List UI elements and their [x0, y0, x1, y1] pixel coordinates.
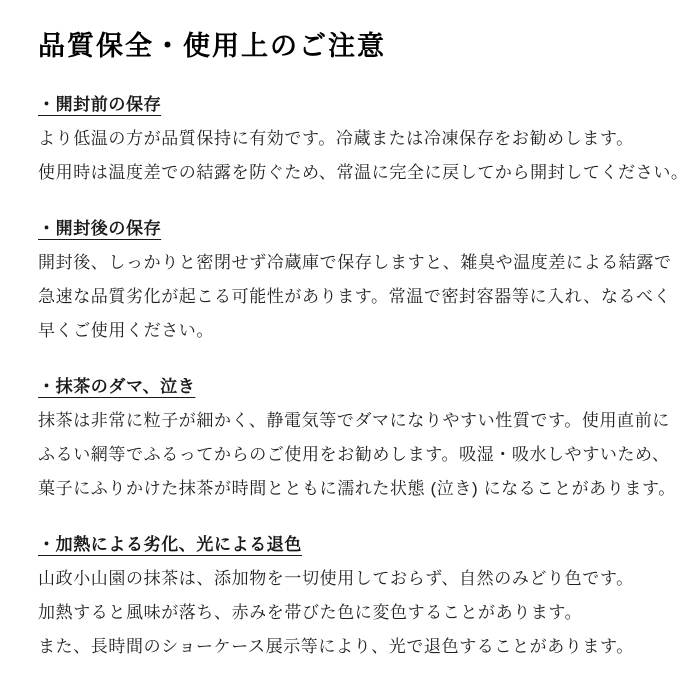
body-line: より低温の方が品質保持に有効です。冷蔵または冷凍保存をお勧めします。 — [38, 129, 634, 148]
section-heading — [38, 212, 693, 246]
section-heading — [38, 370, 693, 404]
section-heading — [38, 88, 693, 122]
body-line: 加熱すると風味が落ち、赤みを帯びた色に変色することがあります。 — [38, 603, 583, 622]
body-line: また、長時間のショーケース展示等により、光で退色することがあります。 — [38, 637, 634, 656]
section-storage-before-opening — [38, 88, 693, 190]
body-line: 山政小山園の抹茶は、添加物を一切使用しておらず、自然のみどり色です。 — [38, 569, 634, 588]
section-heading-text: ・加熱による劣化、光による退色 — [38, 535, 302, 554]
section-heat-degradation-light-fading — [38, 528, 693, 664]
section-heading-text: ・開封後の保存 — [38, 219, 162, 238]
section-heading-text: ・抹茶のダマ、泣き — [38, 377, 196, 396]
body-line: 抹茶は非常に粒子が細かく、静電気等でダマになりやすい性質です。使用直前に — [38, 411, 670, 430]
section-heading — [38, 528, 693, 562]
body-line: 急速な品質劣化が起こる可能性があります。常温で密封容器等に入れ、なるべく — [38, 287, 672, 306]
body-line: 菓子にふりかけた抹茶が時間とともに濡れた状態 (泣き) になることがあります。 — [38, 479, 676, 498]
section-storage-after-opening — [38, 212, 693, 348]
body-line: ふるい網等でふるってからのご使用をお勧めします。吸湿・吸水しやすいため、 — [38, 445, 670, 464]
body-line: 使用時は温度差での結露を防ぐため、常温に完全に戻してから開封してください。 — [38, 163, 689, 182]
body-line: 開封後、しっかりと密閉せず冷蔵庫で保存しますと、雑臭や温度差による結露で — [38, 253, 672, 272]
section-matcha-lumps-weeping — [38, 370, 693, 506]
section-heading-text: ・開封前の保存 — [38, 95, 162, 114]
body-line: 早くご使用ください。 — [38, 321, 214, 340]
page-title: 品質保全・使用上のご注意 — [38, 31, 386, 61]
